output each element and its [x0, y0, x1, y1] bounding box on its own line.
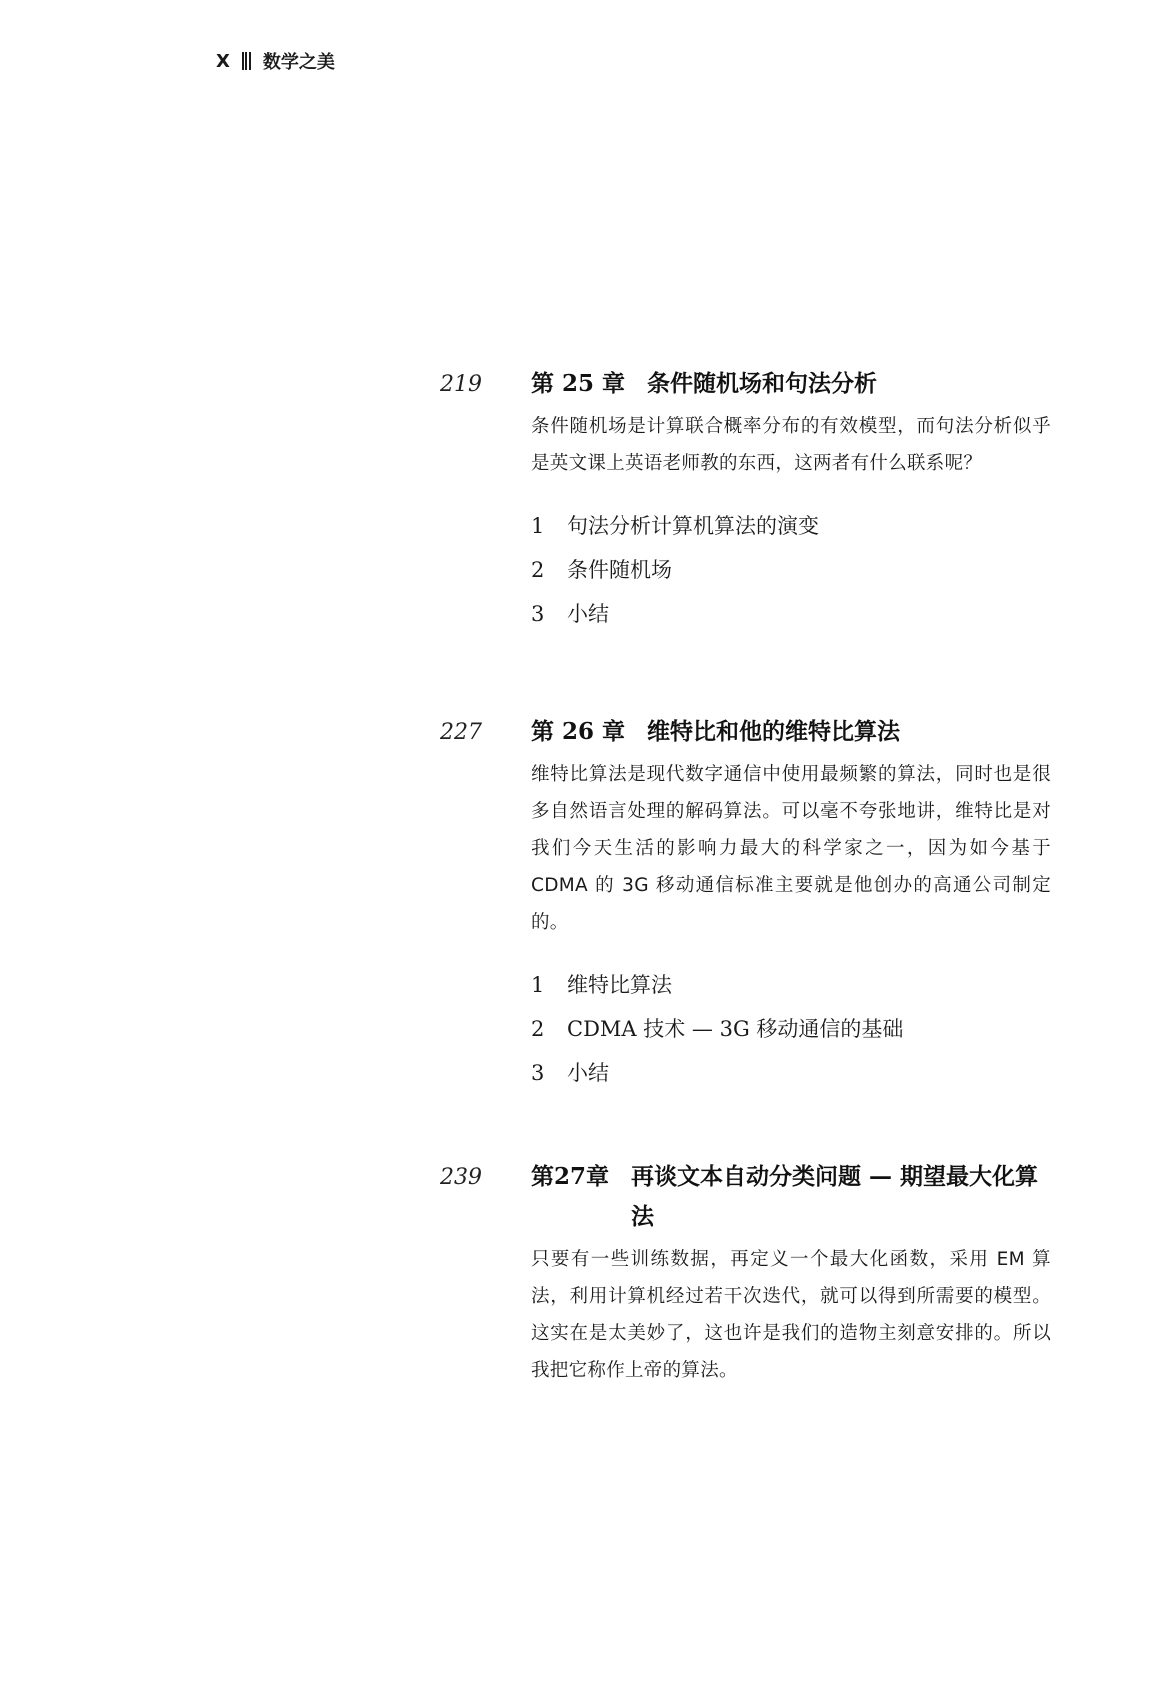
page-number: X [216, 50, 230, 72]
chapter-name: 再谈文本自动分类问题 — 期望最大化算法 [631, 1163, 1039, 1230]
section-title: 句法分析计算机算法的演变 [567, 514, 819, 538]
chapter-title [531, 712, 1051, 752]
chapter-summary: 维特比算法是现代数字通信中使用最频繁的算法，同时也是很多自然语言处理的解码算法。可以毫不夸张地讲，维特比是对我们今天生活的影响力最大的科学家之一，因为如今基于 CDMA 的 3G 移动通信标准主要就是他创办的高通公司制定的。 [531, 764, 1051, 933]
chapter-summary: 条件随机场是计算联合概率分布的有效模型，而句法分析似乎是英文课上英语老师教的东西，这两者有什么联系呢？ [531, 416, 1051, 474]
section-title: 条件随机场 [567, 558, 672, 582]
section-title: CDMA 技术 — 3G 移动通信的基础 [567, 1017, 904, 1041]
section-item [531, 963, 1051, 1007]
section-item [531, 592, 1051, 636]
section-number: 2 [531, 1017, 545, 1041]
section-title: 小结 [567, 1061, 609, 1085]
chapter-title [531, 364, 1051, 404]
chapter-name: 维特比和他的维特比算法 [647, 718, 901, 745]
chapter-name: 条件随机场和句法分析 [647, 370, 878, 397]
book-title: 数学之美 [262, 52, 335, 73]
section-number: 2 [531, 558, 545, 582]
chapter-title [531, 1157, 1051, 1237]
section-number: 1 [531, 514, 545, 538]
chapter-label: 第 25 章 [531, 370, 626, 397]
section-number: 3 [531, 1061, 545, 1085]
section-list [531, 504, 1051, 636]
section-item [531, 1007, 1051, 1051]
chapter-label: 第 26 章 [531, 718, 626, 745]
chapter-page-number: 227 [440, 720, 482, 745]
section-number: 3 [531, 602, 545, 626]
section-title: 维特比算法 [567, 973, 672, 997]
chapter-page-number: 239 [440, 1165, 482, 1190]
chapter-page-number: 219 [440, 372, 482, 397]
header-separator [242, 52, 251, 70]
chapter-label: 第27章 [531, 1163, 610, 1190]
section-item [531, 1051, 1051, 1095]
section-item [531, 548, 1051, 592]
section-title: 小结 [567, 602, 609, 626]
section-number: 1 [531, 973, 545, 997]
section-list [531, 963, 1051, 1095]
running-header [216, 48, 335, 74]
chapter-summary: 只要有一些训练数据，再定义一个最大化函数，采用 EM 算法，利用计算机经过若干次迭代，就可以得到所需要的模型。这实在是太美妙了，这也许是我们的造物主刻意安排的。所以我把它称作上帝的算法。 [531, 1249, 1051, 1381]
section-item [531, 504, 1051, 548]
